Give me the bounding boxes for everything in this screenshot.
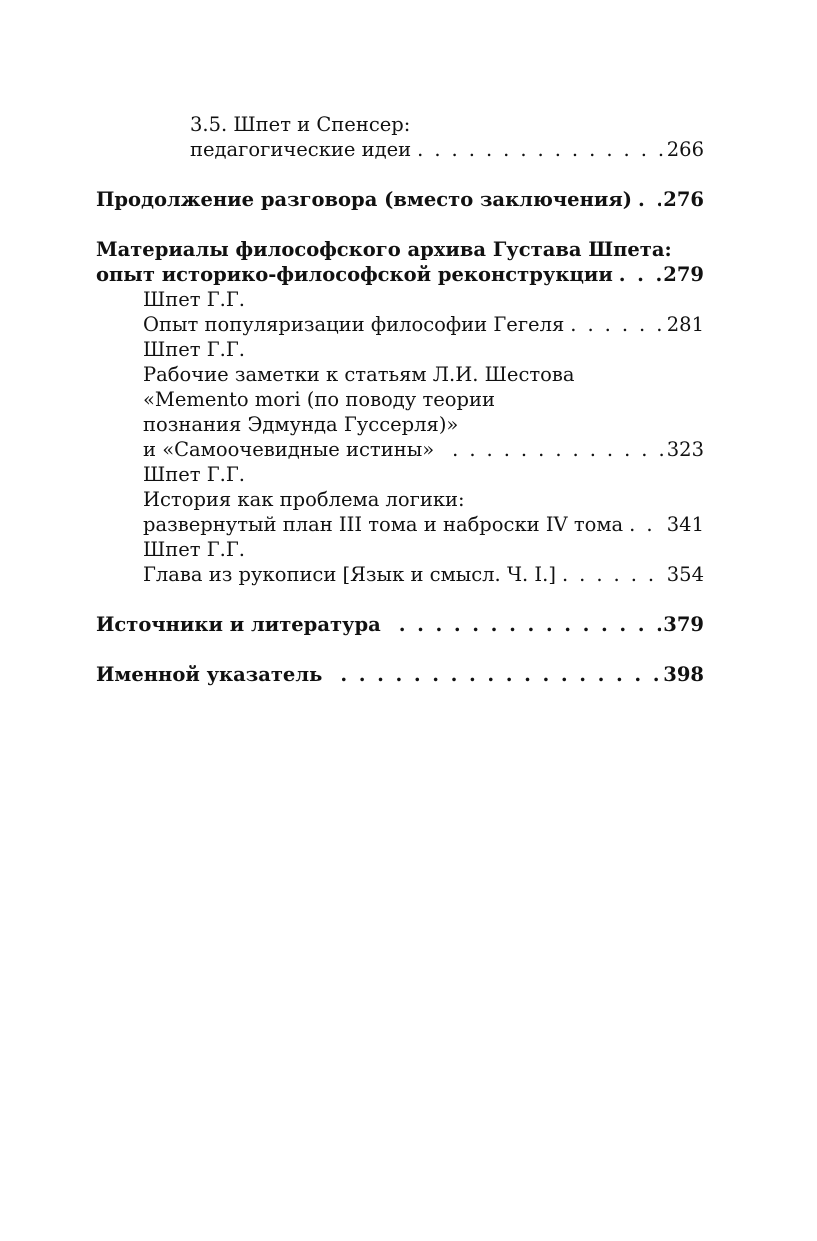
toc-entry-title: Материалы философского архива Густава Шпета:	[96, 238, 672, 261]
toc-entry-title: и «Самоочевидные истины»	[143, 438, 435, 461]
toc-entry-title: познания Эдмунда Гуссерля)»	[143, 413, 459, 436]
toc-page-number: 379	[663, 613, 704, 636]
toc-page-number: 281	[666, 313, 704, 336]
toc-entry-line	[96, 537, 704, 562]
toc-entry-line	[96, 312, 704, 337]
dot-leader	[619, 262, 662, 287]
toc-entry-title: История как проблема логики:	[143, 488, 465, 511]
toc-entry-line	[96, 562, 704, 587]
dot-leader	[417, 137, 665, 162]
toc-entry-line	[96, 487, 704, 512]
toc-page-number: 279	[663, 263, 704, 286]
toc-page-number: 323	[666, 438, 704, 461]
toc-entry-line	[96, 512, 704, 537]
toc-entry-title: 3.5. Шпет и Спенсер:	[190, 113, 411, 136]
toc-entry-title: педагогические идеи	[190, 138, 412, 161]
dot-leader	[399, 612, 661, 637]
toc-entry-author: Шпет Г.Г.	[143, 288, 245, 311]
dot-leader	[629, 512, 665, 537]
dot-leader	[340, 662, 661, 687]
dot-leader	[638, 187, 661, 212]
toc-entry-line	[96, 112, 704, 137]
toc-page-number: 398	[663, 663, 704, 686]
table-of-contents	[96, 112, 704, 687]
toc-entry-line	[96, 362, 704, 387]
toc-entry-title: Опыт популяризации философии Гегеля	[143, 313, 565, 336]
toc-page-number: 266	[666, 138, 704, 161]
toc-entry-line	[96, 662, 704, 687]
toc-entry-line	[96, 387, 704, 412]
toc-entry-title: Рабочие заметки к статьям Л.И. Шестова	[143, 363, 575, 386]
toc-entry-line	[96, 437, 704, 462]
dot-leader	[562, 562, 665, 587]
toc-entry-line	[96, 612, 704, 637]
toc-entry-line	[96, 187, 704, 212]
toc-entry-line	[96, 262, 704, 287]
toc-entry-line	[96, 287, 704, 312]
toc-entry-line	[96, 462, 704, 487]
toc-entry-title: Продолжение разговора (вместо заключения)	[96, 188, 632, 211]
toc-entry-title: Источники и литература	[96, 613, 381, 636]
toc-entry-line	[96, 237, 704, 262]
toc-entry-author: Шпет Г.Г.	[143, 463, 245, 486]
toc-entry-author: Шпет Г.Г.	[143, 538, 245, 561]
dot-leader	[452, 437, 665, 462]
toc-entry-author: Шпет Г.Г.	[143, 338, 245, 361]
toc-page-number: 354	[666, 563, 704, 586]
toc-page-number: 276	[663, 188, 704, 211]
toc-entry-title: развернутый план III тома и наброски IV тома	[143, 513, 624, 536]
toc-entry-title: Именной указатель	[96, 663, 323, 686]
toc-entry-title: опыт историко-философской реконструкции	[96, 263, 613, 286]
toc-entry-line	[96, 137, 704, 162]
toc-entry-title: Глава из рукописи [Язык и смысл. Ч. I.]	[143, 563, 556, 586]
toc-entry-title: «Memento mori (по поводу теории	[143, 388, 496, 411]
dot-leader	[570, 312, 665, 337]
toc-entry-line	[96, 337, 704, 362]
toc-entry-line	[96, 412, 704, 437]
toc-page-number: 341	[666, 513, 704, 536]
